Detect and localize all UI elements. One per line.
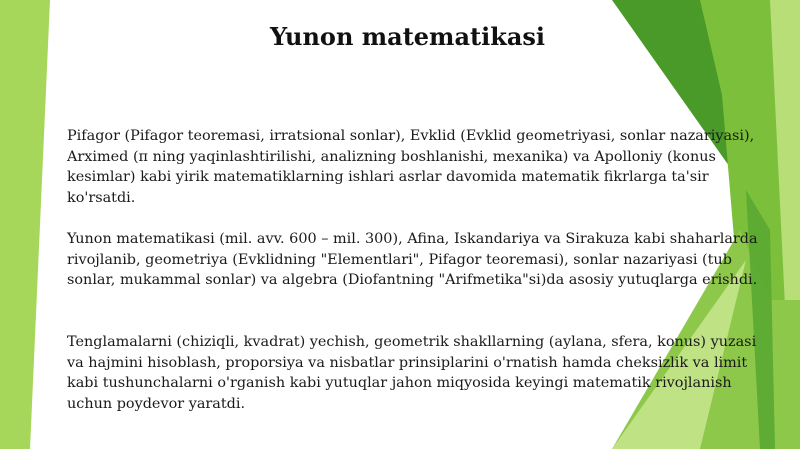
paragraph-greek-math-overview: Yunon matematikasi (mil. avv. 600 – mil. 300), Afina, Iskandariya va Sirakuza kabi shaharlarda rivojlanib, geometriya (Evklidning "Elementlari", Pifagor teoremasi), sonlar nazariyasi (tub sonlar, mukammal sonlar) va algebra (Diofantning "Arifmetika"si)da asosiy yutuqlarga erishdi. <box>67 231 758 288</box>
left-green-strip <box>0 0 50 449</box>
slide-title: Yunon matematikasi <box>269 22 545 51</box>
paragraph-mathematicians: Pifagor (Pifagor teoremasi, irratsional sonlar), Evklid (Evklid geometriyasi, sonlar nazariyasi), Arximed (π ning yaqinlashtirilishi, analizning boshlanishi, mexanika) va Apolloniy (konus kesimlar) kabi yirik matematiklarning ishlari asrlar davomida matematik fikrlarga ta'sir ko'rsatdi. <box>67 128 755 206</box>
paragraph-achievements: Tenglamalarni (chiziqli, kvadrat) yechish, geometrik shakllarning (aylana, sfera, konus) yuzasi va hajmini hisoblash, proporsiya va nisbatlar prinsiplarini o'rnatish hamda cheksizlik va limit kabi tushunchalarni o'rganish kabi yutuqlar jahon miqyosida keyingi matematik rivojlanish uchun poydevor yaratdi. <box>67 334 757 412</box>
